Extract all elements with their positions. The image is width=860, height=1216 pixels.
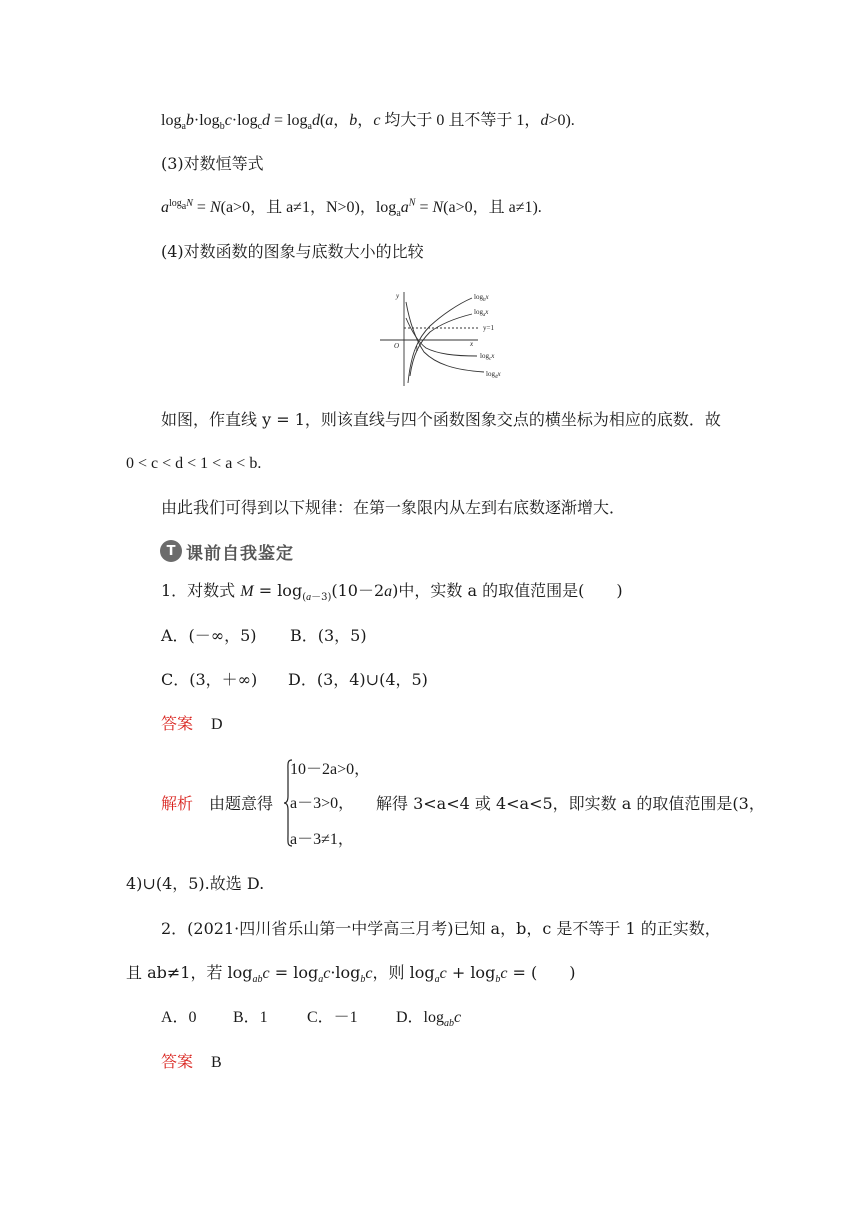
q1-answer: 答案 D xyxy=(161,714,223,733)
graph-label-x: x xyxy=(470,340,474,348)
q2-option-c: C．－1 xyxy=(307,1009,358,1026)
q1-option-b: B．(3，5) xyxy=(290,626,367,645)
curve-log-d xyxy=(406,302,484,372)
analysis-label: 解析 xyxy=(161,794,194,813)
log-function-graph xyxy=(380,288,510,388)
badge-text: 课前自我鉴定 xyxy=(186,543,294,564)
answer-label: 答案 xyxy=(161,1052,194,1071)
graph-label-one: 1 xyxy=(415,345,419,353)
system-line-1: 10－2a>0， xyxy=(290,761,371,778)
graph-label-origin: O xyxy=(394,342,400,350)
explanation-line-1: 如图，作直线 y = 1，则该直线与四个函数图象交点的横坐标为相应的底数．故 xyxy=(161,410,721,429)
rule-text: 由此我们可得到以下规律：在第一象限内从左到右底数逐渐增大． xyxy=(161,498,626,517)
q2-stem-line-1: 2．(2021·四川省乐山第一中学高三月考)已知 a，b，c 是不等于 1 的正实数， xyxy=(161,919,721,938)
q2-option-b: B．1 xyxy=(233,1009,268,1026)
answer-label: 答案 xyxy=(161,714,194,733)
graph-label-log-b: $\log_bx$ xyxy=(474,293,489,303)
q1-analysis-tail: 4)∪(4，5).故选 D. xyxy=(126,874,265,893)
q1-option-c: C．(3，＋∞) xyxy=(161,670,258,689)
explanation-line-2: 0 < c < d < 1 < a < b. xyxy=(126,455,262,472)
q1-option-a: A．(－∞，5) xyxy=(161,626,257,645)
graph-label-y1: y=1 xyxy=(483,324,494,332)
q1-option-d: D．(3，4)∪(4，5) xyxy=(288,670,428,689)
section-4-title: (4)对数函数的图象与底数大小的比较 xyxy=(161,242,424,261)
log-identity: $a^{log_aN} = N(a>0$，且 a≠1，N>0)，$\log_aa^N = N(a>0$，且 a≠1). xyxy=(161,197,542,220)
system-line-2: a－3>0， xyxy=(290,795,355,812)
q1-analysis-result: 解得 3<a<4 或 4<a<5，即实数 a 的取值范围是(3， xyxy=(376,794,765,813)
q2-stem-line-2: 且 ab≠1，若 $\log_{ab}c = \log_ac\cdot\log_bc$，则 $\log_ac + \log_bc$ = ( ) xyxy=(126,963,576,986)
q1-analysis: 解析 由题意得 xyxy=(161,794,274,813)
graph-label-log-a: $\log_ax$ xyxy=(474,308,489,318)
system-line-3: a－3≠1， xyxy=(290,831,354,848)
q2-answer: 答案 B xyxy=(161,1052,222,1071)
badge-icon: T xyxy=(160,540,182,562)
graph-label-log-d: $\log_dx$ xyxy=(486,370,501,380)
q2-option-d: D．$\log_{ab}c$ xyxy=(396,1009,462,1030)
graph-label-log-c: $\log_cx$ xyxy=(480,352,495,362)
graph-label-y: y xyxy=(396,292,400,300)
change-of-base-formula: $\log_ab\cdot\log_bc\cdot\log_cd = \log_ad(a$，b，c 均大于 0 且不等于 1，d>0). xyxy=(161,112,575,133)
section-badge xyxy=(160,538,294,564)
curve-log-b xyxy=(410,314,472,376)
section-3-title: (3)对数恒等式 xyxy=(161,154,264,173)
q1-stem: 1．对数式 $M = \log_{(a-3)}(10-2a)$中，实数 a 的取值范围是( ) xyxy=(161,581,623,604)
q2-option-a: A．0 xyxy=(161,1009,197,1026)
